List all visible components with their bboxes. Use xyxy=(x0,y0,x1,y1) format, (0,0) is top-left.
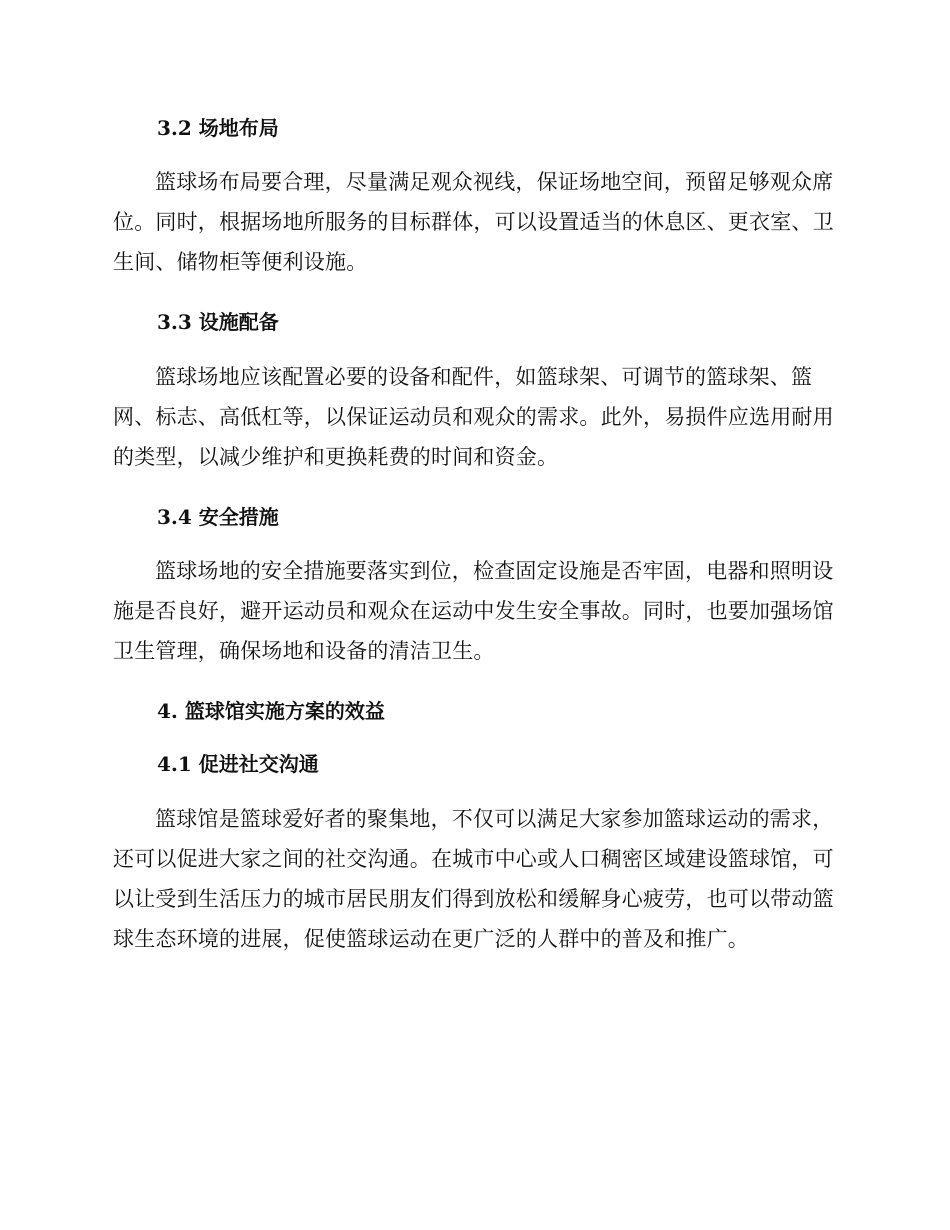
section-paragraph-4-1: 篮球馆是篮球爱好者的聚集地，不仅可以满足大家参加篮球运动的需求，还可以促进大家之间的社交沟通。在城市中心或人口稠密区域建设篮球馆，可以让受到生活压力的城市居民朋友们得到放松和缓解身心疲劳，也可以带动篮球生态环境的进展，促使篮球运动在更广泛的人群中的普及和推广。 xyxy=(113,807,834,951)
section-heading-3-2: 3.2 场地布局 xyxy=(157,116,279,140)
section-heading-4-1: 4.1 促进社交沟通 xyxy=(157,752,319,776)
section-paragraph-3-4: 篮球场地的安全措施要落实到位，检查固定设施是否牢固，电器和照明设施是否良好，避开运动员和观众在运动中发生安全事故。同时，也要加强场馆卫生管理，确保场地和设备的清洁卫生。 xyxy=(113,559,834,663)
section-heading-4: 4. 篮球馆实施方案的效益 xyxy=(157,699,385,723)
section-heading-3-3: 3.3 设施配备 xyxy=(157,310,279,334)
section-heading-3-4: 3.4 安全措施 xyxy=(157,505,279,529)
section-paragraph-3-3: 篮球场地应该配置必要的设备和配件，如篮球架、可调节的篮球架、篮网、标志、高低杠等，以保证运动员和观众的需求。此外，易损件应选用耐用的类型，以减少维护和更换耗费的时间和资金。 xyxy=(113,365,834,469)
section-paragraph-3-2: 篮球场布局要合理，尽量满足观众视线，保证场地空间，预留足够观众席位。同时，根据场地所服务的目标群体，可以设置适当的休息区、更衣室、卫生间、储物柜等便利设施。 xyxy=(113,170,834,274)
